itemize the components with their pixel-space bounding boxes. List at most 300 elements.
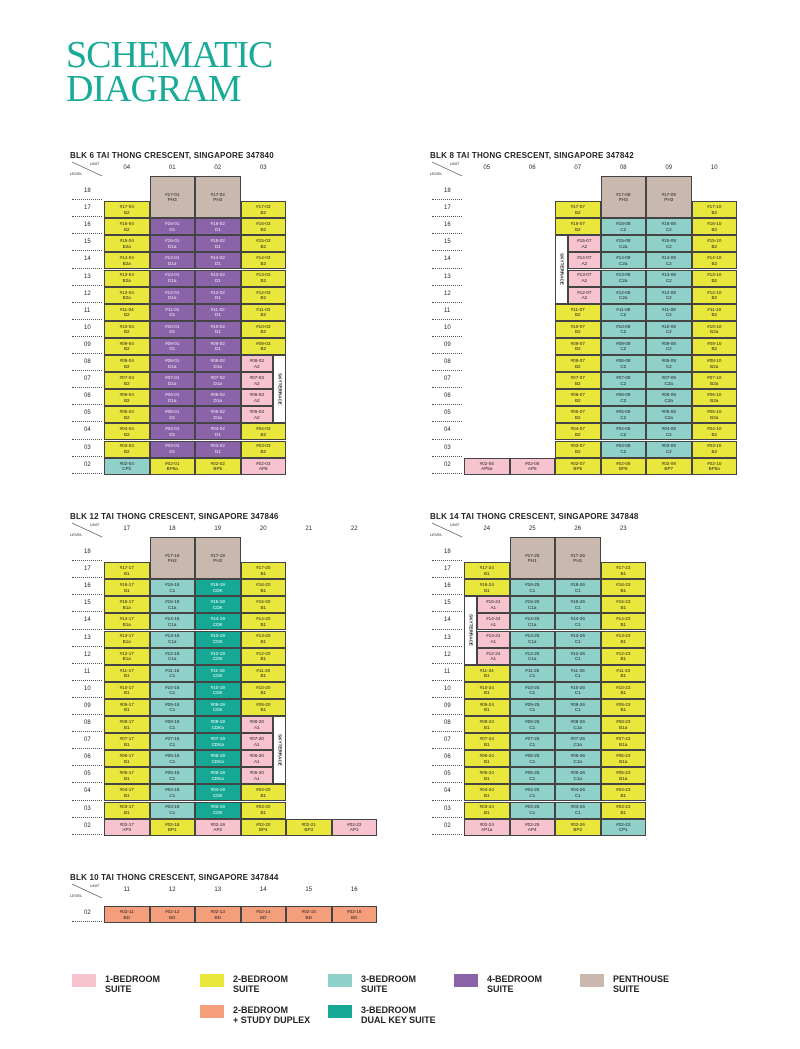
unit-cell[interactable] <box>241 201 287 218</box>
unit-cell[interactable] <box>601 321 647 338</box>
unit-cell[interactable] <box>241 767 274 784</box>
unit-cell[interactable] <box>601 252 647 269</box>
unit-type: B1 <box>260 639 267 645</box>
unit-cell[interactable] <box>150 389 196 406</box>
unit-cell[interactable] <box>104 321 150 338</box>
unit-cell[interactable] <box>241 270 287 287</box>
unit-cell[interactable] <box>601 682 647 699</box>
unit-type: C2a <box>619 260 628 266</box>
unit-cell[interactable] <box>464 733 510 750</box>
penthouse-unit[interactable] <box>195 537 241 579</box>
unit-cell[interactable] <box>104 767 150 784</box>
unit-cell[interactable] <box>150 613 196 630</box>
unit-cell[interactable] <box>104 372 150 389</box>
unit-cell[interactable] <box>555 665 601 682</box>
penthouse-unit[interactable] <box>601 176 647 218</box>
unit-cell[interactable] <box>510 699 556 716</box>
unit-cell[interactable] <box>150 338 196 355</box>
unit-cell[interactable] <box>646 287 692 304</box>
unit-cell[interactable] <box>195 802 241 819</box>
unit-type: C1 <box>169 587 176 593</box>
unit-cell[interactable] <box>150 458 196 475</box>
unit-cell[interactable] <box>104 682 150 699</box>
unit-cell[interactable] <box>601 579 647 596</box>
unit-type: B1a <box>122 656 131 662</box>
unit-cell[interactable] <box>241 613 287 630</box>
unit-cell[interactable] <box>464 784 510 801</box>
unit-cell[interactable] <box>104 287 150 304</box>
unit-cell[interactable] <box>601 441 647 458</box>
unit-cell[interactable] <box>241 750 274 767</box>
unit-cell[interactable] <box>104 355 150 372</box>
unit-cell[interactable] <box>601 699 647 716</box>
unit-number: #02-05 <box>479 460 494 466</box>
unit-cell[interactable] <box>692 270 738 287</box>
unit-cell[interactable] <box>241 716 274 733</box>
unit-cell[interactable] <box>646 338 692 355</box>
unit-cell[interactable] <box>510 648 556 665</box>
unit-cell[interactable] <box>692 423 738 440</box>
unit-cell[interactable] <box>601 372 647 389</box>
unit-cell[interactable] <box>150 406 196 423</box>
unit-cell[interactable] <box>195 338 241 355</box>
level-label: 04 <box>84 427 91 434</box>
unit-cell[interactable] <box>601 648 647 665</box>
unit-number: #15-26 <box>570 599 585 605</box>
unit-cell[interactable] <box>601 784 647 801</box>
unit-cell[interactable] <box>241 648 287 665</box>
unit-cell[interactable] <box>241 631 287 648</box>
unit-cell[interactable] <box>150 287 196 304</box>
unit-cell[interactable] <box>195 406 241 423</box>
unit-cell[interactable] <box>195 372 241 389</box>
unit-cell[interactable] <box>568 287 601 304</box>
unit-cell[interactable] <box>555 716 601 733</box>
unit-cell[interactable] <box>241 218 287 235</box>
unit-cell[interactable] <box>692 389 738 406</box>
unit-cell[interactable] <box>195 631 241 648</box>
unit-cell[interactable] <box>241 321 287 338</box>
unit-cell[interactable] <box>510 631 556 648</box>
level-guide <box>432 594 462 595</box>
unit-cell[interactable] <box>601 596 647 613</box>
unit-cell[interactable] <box>150 372 196 389</box>
unit-number: #14-23 <box>616 616 631 622</box>
unit-cell[interactable] <box>510 802 556 819</box>
unit-cell[interactable] <box>510 596 556 613</box>
unit-cell[interactable] <box>150 716 196 733</box>
unit-cell[interactable] <box>555 201 601 218</box>
unit-cell[interactable] <box>241 338 287 355</box>
unit-cell[interactable] <box>555 802 601 819</box>
unit-cell[interactable] <box>477 631 510 648</box>
unit-cell[interactable] <box>150 819 196 836</box>
unit-cell[interactable] <box>555 338 601 355</box>
unit-cell[interactable] <box>195 218 241 235</box>
unit-cell[interactable] <box>692 406 738 423</box>
unit-cell[interactable] <box>104 441 150 458</box>
unit-cell[interactable] <box>555 579 601 596</box>
unit-cell[interactable] <box>195 235 241 252</box>
unit-cell[interactable] <box>692 372 738 389</box>
unit-cell[interactable] <box>241 287 287 304</box>
penthouse-unit[interactable] <box>150 176 196 218</box>
unit-type: B1a <box>122 621 131 627</box>
unit-cell[interactable] <box>568 270 601 287</box>
unit-type: C1 <box>574 673 581 679</box>
unit-number: #09-20 <box>256 701 271 707</box>
unit-cell[interactable] <box>104 716 150 733</box>
unit-cell[interactable] <box>104 613 150 630</box>
unit-cell[interactable] <box>241 252 287 269</box>
level-label: 18 <box>444 549 451 555</box>
unit-cell[interactable] <box>104 304 150 321</box>
unit-cell[interactable] <box>555 423 601 440</box>
unit-cell[interactable] <box>510 682 556 699</box>
unit-cell[interactable] <box>601 562 647 579</box>
unit-cell[interactable] <box>195 304 241 321</box>
unit-cell[interactable] <box>601 802 647 819</box>
penthouse-unit[interactable] <box>510 537 556 579</box>
unit-cell[interactable] <box>195 784 241 801</box>
unit-cell[interactable] <box>555 321 601 338</box>
unit-cell[interactable] <box>555 458 601 475</box>
unit-cell[interactable] <box>241 235 287 252</box>
unit-cell[interactable] <box>601 423 647 440</box>
unit-type: CP1 <box>618 827 628 833</box>
unit-cell[interactable] <box>104 699 150 716</box>
unit-cell[interactable] <box>568 235 601 252</box>
unit-cell[interactable] <box>104 562 150 579</box>
unit-cell[interactable] <box>104 252 150 269</box>
unit-cell[interactable] <box>104 389 150 406</box>
unit-cell[interactable] <box>692 458 738 475</box>
unit-cell[interactable] <box>555 733 601 750</box>
unit-cell[interactable] <box>241 784 287 801</box>
penthouse-unit[interactable] <box>646 176 692 218</box>
unit-cell[interactable] <box>646 389 692 406</box>
unit-cell[interactable] <box>150 733 196 750</box>
unit-cell[interactable] <box>150 423 196 440</box>
unit-cell[interactable] <box>464 819 510 836</box>
unit-cell[interactable] <box>646 441 692 458</box>
unit-cell[interactable] <box>150 252 196 269</box>
unit-number: #15-07 <box>577 238 592 244</box>
unit-cell[interactable] <box>601 406 647 423</box>
unit-cell[interactable] <box>241 579 287 596</box>
unit-cell[interactable] <box>510 716 556 733</box>
unit-cell[interactable] <box>601 733 647 750</box>
unit-cell[interactable] <box>477 596 510 613</box>
unit-number: #15-08 <box>616 238 631 244</box>
unit-cell[interactable] <box>104 338 150 355</box>
unit-cell[interactable] <box>104 750 150 767</box>
unit-cell[interactable] <box>555 441 601 458</box>
unit-cell[interactable] <box>646 270 692 287</box>
unit-cell[interactable] <box>241 423 287 440</box>
unit-cell[interactable] <box>646 304 692 321</box>
unit-cell[interactable] <box>692 355 738 372</box>
unit-cell[interactable] <box>195 270 241 287</box>
unit-cell[interactable] <box>555 682 601 699</box>
unit-cell[interactable] <box>555 218 601 235</box>
unit-cell[interactable] <box>601 304 647 321</box>
unit-cell[interactable] <box>195 355 241 372</box>
unit-cell[interactable] <box>332 906 378 923</box>
unit-cell[interactable] <box>104 458 150 475</box>
unit-cell[interactable] <box>241 441 287 458</box>
unit-cell[interactable] <box>195 767 241 784</box>
unit-cell[interactable] <box>195 287 241 304</box>
unit-cell[interactable] <box>104 802 150 819</box>
unit-cell[interactable] <box>510 733 556 750</box>
unit-cell[interactable] <box>646 406 692 423</box>
unit-cell[interactable] <box>464 802 510 819</box>
unit-cell[interactable] <box>104 270 150 287</box>
unit-cell[interactable] <box>510 613 556 630</box>
unit-cell[interactable] <box>241 699 287 716</box>
unit-type: D1 <box>214 312 221 318</box>
unit-cell[interactable] <box>601 458 647 475</box>
unit-cell[interactable] <box>555 819 601 836</box>
unit-cell[interactable] <box>555 699 601 716</box>
unit-type: C2 <box>620 449 627 455</box>
unit-cell[interactable] <box>195 613 241 630</box>
unit-type: B2 <box>574 397 581 403</box>
unit-cell[interactable] <box>195 596 241 613</box>
unit-number: #17-01 <box>165 191 180 197</box>
unit-cell[interactable] <box>646 355 692 372</box>
unit-cell[interactable] <box>195 423 241 440</box>
unit-cell[interactable] <box>692 304 738 321</box>
penthouse-unit[interactable] <box>150 537 196 579</box>
legend-item <box>580 974 703 994</box>
unit-cell[interactable] <box>150 218 196 235</box>
unit-cell[interactable] <box>555 648 601 665</box>
unit-cell[interactable] <box>601 631 647 648</box>
unit-cell[interactable] <box>104 784 150 801</box>
unit-cell[interactable] <box>510 767 556 784</box>
unit-cell[interactable] <box>150 596 196 613</box>
unit-cell[interactable] <box>555 596 601 613</box>
unit-cell[interactable] <box>601 270 647 287</box>
unit-cell[interactable] <box>241 372 274 389</box>
unit-cell[interactable] <box>601 767 647 784</box>
unit-cell[interactable] <box>601 338 647 355</box>
unit-cell[interactable] <box>104 665 150 682</box>
unit-cell[interactable] <box>195 750 241 767</box>
unit-cell[interactable] <box>692 287 738 304</box>
unit-cell[interactable] <box>464 579 510 596</box>
unit-cell[interactable] <box>464 767 510 784</box>
unit-cell[interactable] <box>555 631 601 648</box>
unit-cell[interactable] <box>692 441 738 458</box>
unit-cell[interactable] <box>601 235 647 252</box>
unit-cell[interactable] <box>464 665 510 682</box>
unit-cell[interactable] <box>601 218 647 235</box>
unit-cell[interactable] <box>150 665 196 682</box>
unit-type: C2 <box>620 380 627 386</box>
unit-cell[interactable] <box>510 819 556 836</box>
unit-column-header: 21 <box>305 526 313 532</box>
unit-cell[interactable] <box>104 596 150 613</box>
unit-cell[interactable] <box>150 304 196 321</box>
unit-cell[interactable] <box>555 784 601 801</box>
unit-cell[interactable] <box>150 441 196 458</box>
unit-cell[interactable] <box>601 716 647 733</box>
unit-cell[interactable] <box>195 389 241 406</box>
penthouse-unit[interactable] <box>195 176 241 218</box>
unit-cell[interactable] <box>241 819 287 836</box>
unit-cell[interactable] <box>464 562 510 579</box>
unit-cell[interactable] <box>195 682 241 699</box>
unit-cell[interactable] <box>601 613 647 630</box>
unit-cell[interactable] <box>241 458 287 475</box>
unit-cell[interactable] <box>510 750 556 767</box>
unit-cell[interactable] <box>104 218 150 235</box>
unit-cell[interactable] <box>150 802 196 819</box>
unit-cell[interactable] <box>104 631 150 648</box>
unit-cell[interactable] <box>286 906 332 923</box>
unit-cell[interactable] <box>104 819 150 836</box>
unit-cell[interactable] <box>510 784 556 801</box>
unit-cell[interactable] <box>601 389 647 406</box>
unit-cell[interactable] <box>195 252 241 269</box>
unit-cell[interactable] <box>646 372 692 389</box>
unit-cell[interactable] <box>510 665 556 682</box>
level-unit-corner <box>430 522 464 538</box>
unit-cell[interactable] <box>464 458 510 475</box>
unit-cell[interactable] <box>332 819 378 836</box>
unit-cell[interactable] <box>104 733 150 750</box>
unit-cell[interactable] <box>241 802 287 819</box>
unit-cell[interactable] <box>195 665 241 682</box>
unit-cell[interactable] <box>464 682 510 699</box>
unit-cell[interactable] <box>150 784 196 801</box>
unit-cell[interactable] <box>104 235 150 252</box>
unit-cell[interactable] <box>464 750 510 767</box>
unit-cell[interactable] <box>286 819 332 836</box>
unit-cell[interactable] <box>601 665 647 682</box>
unit-cell[interactable] <box>555 613 601 630</box>
unit-cell[interactable] <box>104 406 150 423</box>
unit-cell[interactable] <box>692 235 738 252</box>
unit-cell[interactable] <box>195 819 241 836</box>
unit-cell[interactable] <box>241 682 287 699</box>
unit-type: A2 <box>581 295 588 301</box>
level-guide <box>72 421 102 422</box>
unit-cell[interactable] <box>555 304 601 321</box>
unit-cell[interactable] <box>241 562 287 579</box>
penthouse-unit[interactable] <box>555 537 601 579</box>
unit-cell[interactable] <box>195 699 241 716</box>
unit-cell[interactable] <box>104 201 150 218</box>
unit-cell[interactable] <box>555 389 601 406</box>
unit-cell[interactable] <box>692 252 738 269</box>
unit-cell[interactable] <box>510 579 556 596</box>
unit-cell[interactable] <box>692 321 738 338</box>
unit-cell[interactable] <box>646 458 692 475</box>
unit-cell[interactable] <box>646 423 692 440</box>
unit-cell[interactable] <box>195 441 241 458</box>
unit-cell[interactable] <box>150 699 196 716</box>
unit-cell[interactable] <box>104 906 150 923</box>
unit-cell[interactable] <box>555 355 601 372</box>
unit-cell[interactable] <box>195 648 241 665</box>
unit-cell[interactable] <box>601 355 647 372</box>
unit-cell[interactable] <box>104 579 150 596</box>
unit-cell[interactable] <box>150 648 196 665</box>
unit-cell[interactable] <box>477 613 510 630</box>
unit-cell[interactable] <box>464 699 510 716</box>
unit-cell[interactable] <box>150 355 196 372</box>
unit-cell[interactable] <box>241 355 274 372</box>
unit-cell[interactable] <box>150 631 196 648</box>
unit-cell[interactable] <box>195 321 241 338</box>
unit-cell[interactable] <box>150 682 196 699</box>
unit-cell[interactable] <box>646 235 692 252</box>
unit-cell[interactable] <box>692 338 738 355</box>
unit-cell[interactable] <box>241 596 287 613</box>
unit-cell[interactable] <box>150 235 196 252</box>
unit-cell[interactable] <box>195 579 241 596</box>
unit-cell[interactable] <box>510 458 556 475</box>
unit-cell[interactable] <box>104 648 150 665</box>
unit-cell[interactable] <box>692 218 738 235</box>
unit-cell[interactable] <box>241 665 287 682</box>
legend-swatch <box>454 974 478 987</box>
unit-cell[interactable] <box>555 767 601 784</box>
unit-cell[interactable] <box>555 372 601 389</box>
unit-cell[interactable] <box>646 321 692 338</box>
unit-cell[interactable] <box>555 406 601 423</box>
unit-cell[interactable] <box>241 304 287 321</box>
unit-cell[interactable] <box>150 579 196 596</box>
unit-cell[interactable] <box>601 287 647 304</box>
unit-cell[interactable] <box>464 716 510 733</box>
unit-cell[interactable] <box>601 819 647 836</box>
unit-cell[interactable] <box>646 218 692 235</box>
unit-type: AP4 <box>527 827 537 833</box>
unit-type: B2 <box>123 449 130 455</box>
unit-cell[interactable] <box>601 750 647 767</box>
unit-cell[interactable] <box>195 906 241 923</box>
unit-cell[interactable] <box>195 733 241 750</box>
unit-type: C1a <box>573 741 582 747</box>
unit-type: B2a <box>710 329 719 335</box>
unit-cell[interactable] <box>241 406 274 423</box>
unit-cell[interactable] <box>195 458 241 475</box>
unit-cell[interactable] <box>150 321 196 338</box>
unit-type: C2 <box>620 431 627 437</box>
unit-type: A2 <box>253 414 260 420</box>
unit-cell[interactable] <box>477 648 510 665</box>
unit-cell[interactable] <box>568 252 601 269</box>
unit-cell[interactable] <box>150 906 196 923</box>
unit-type: B2 <box>260 226 267 232</box>
unit-cell[interactable] <box>646 252 692 269</box>
unit-cell[interactable] <box>150 270 196 287</box>
unit-cell[interactable] <box>150 767 196 784</box>
unit-cell[interactable] <box>241 733 274 750</box>
unit-cell[interactable] <box>692 201 738 218</box>
unit-cell[interactable] <box>555 750 601 767</box>
unit-cell[interactable] <box>241 906 287 923</box>
unit-cell[interactable] <box>104 423 150 440</box>
unit-cell[interactable] <box>150 750 196 767</box>
unit-cell[interactable] <box>195 716 241 733</box>
unit-cell[interactable] <box>241 389 274 406</box>
